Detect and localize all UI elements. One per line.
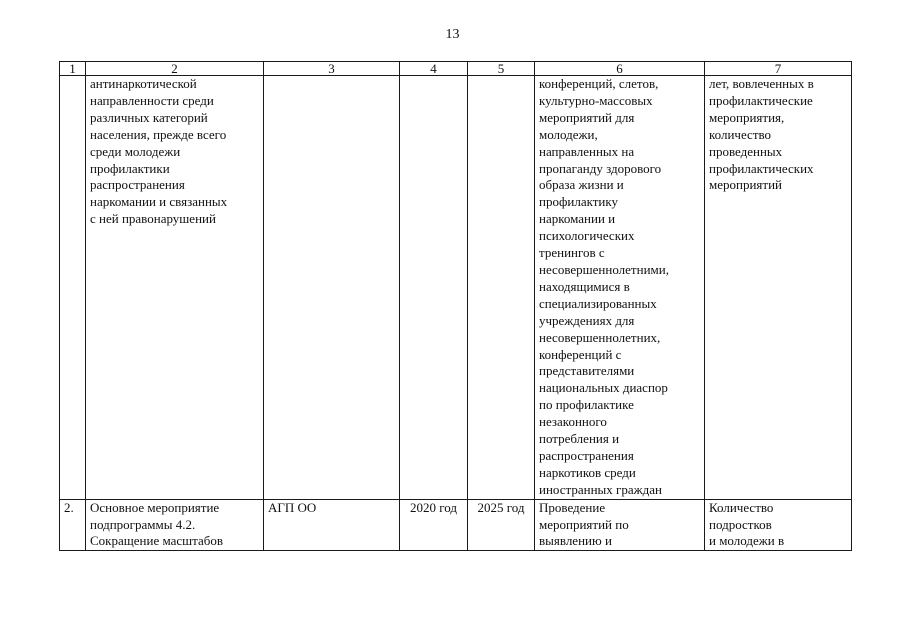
text-line: направленности среди (90, 92, 214, 108)
table-row (60, 499, 852, 551)
text-line: потребления и (539, 431, 620, 447)
text-line: подростков (709, 516, 772, 532)
table-header-row (60, 62, 852, 76)
text-line: Количество (709, 499, 774, 515)
text-line: выявлению и (539, 533, 612, 549)
text-line: мероприятий по (539, 516, 629, 532)
text-line: профилактических (709, 160, 814, 176)
text-line: наркомании и связанных (90, 194, 228, 210)
measure-description-cell (86, 76, 264, 500)
text-line: Основное мероприятие (90, 499, 220, 515)
text-line: направленных на (539, 143, 635, 159)
text-line: учреждениях для (539, 312, 635, 328)
indicators-cell (705, 499, 852, 551)
text-line: мероприятий (709, 177, 782, 193)
text-line: распространения (539, 447, 634, 463)
measure-description-cell (86, 499, 264, 551)
column-number-5: 5 (468, 62, 535, 76)
text-line: профилактику (539, 194, 619, 210)
text-line: по профилактике (539, 397, 634, 413)
text-line: проведенных (709, 143, 783, 159)
text-line: Проведение (539, 499, 606, 515)
text-line: антинаркотической (90, 76, 197, 91)
column-number-7: 7 (705, 62, 852, 76)
text-line: профилактики (90, 160, 170, 176)
text-line: лет, вовлеченных в (709, 76, 814, 91)
activities-cell (535, 499, 705, 551)
text-line: образа жизни и (539, 177, 624, 193)
indicators-cell (705, 76, 852, 500)
text-line: конференций, слетов, (539, 76, 659, 91)
text-line: различных категорий (90, 109, 208, 125)
start-year-cell (400, 76, 468, 500)
end-year-cell: 2025 год (468, 499, 535, 551)
table-row (60, 76, 852, 500)
text-line: среди молодежи (90, 143, 181, 159)
text-line: наркотиков среди (539, 464, 636, 480)
text-line: распространения (90, 177, 185, 193)
text-line: мероприятий для (539, 109, 635, 125)
end-year-cell (468, 76, 535, 500)
text-line: культурно-массовых (539, 92, 653, 108)
measures-table (59, 61, 852, 551)
text-line: находящимися в (539, 278, 630, 294)
text-line: иностранных граждан (539, 481, 662, 497)
row-number-cell: 2. (60, 499, 86, 551)
text-line: Сокращение масштабов (90, 533, 224, 549)
text-line: молодежи, (539, 126, 598, 142)
text-line: профилактические (709, 92, 813, 108)
text-line: представителями (539, 363, 635, 379)
text-line: тренингов с (539, 245, 605, 261)
text-line: несовершеннолетних, (539, 329, 661, 345)
column-number-1: 1 (60, 62, 86, 76)
text-line: наркомании и (539, 211, 616, 227)
start-year-cell: 2020 год (400, 499, 468, 551)
activities-cell (535, 76, 705, 500)
text-line: несовершеннолетними, (539, 261, 669, 277)
text-line: незаконного (539, 414, 607, 430)
page-number: 13 (445, 27, 460, 42)
text-line: пропаганду здорового (539, 160, 662, 176)
column-number-2: 2 (86, 62, 264, 76)
text-line: психологических (539, 228, 635, 244)
executor-cell (264, 76, 400, 500)
text-line: с ней правонарушений (90, 211, 216, 227)
text-line: и молодежи в (709, 533, 785, 549)
text-line: населения, прежде всего (90, 126, 227, 142)
row-number-cell (60, 76, 86, 500)
column-number-3: 3 (264, 62, 400, 76)
executor-cell: АГП ОО (264, 499, 400, 551)
text-line: конференций с (539, 346, 622, 362)
column-number-6: 6 (535, 62, 705, 76)
column-number-4: 4 (400, 62, 468, 76)
text-line: мероприятия, (709, 109, 785, 125)
text-line: подпрограммы 4.2. (90, 516, 196, 532)
text-line: национальных диаспор (539, 380, 668, 396)
text-line: специализированных (539, 295, 657, 311)
text-line: количество (709, 126, 772, 142)
